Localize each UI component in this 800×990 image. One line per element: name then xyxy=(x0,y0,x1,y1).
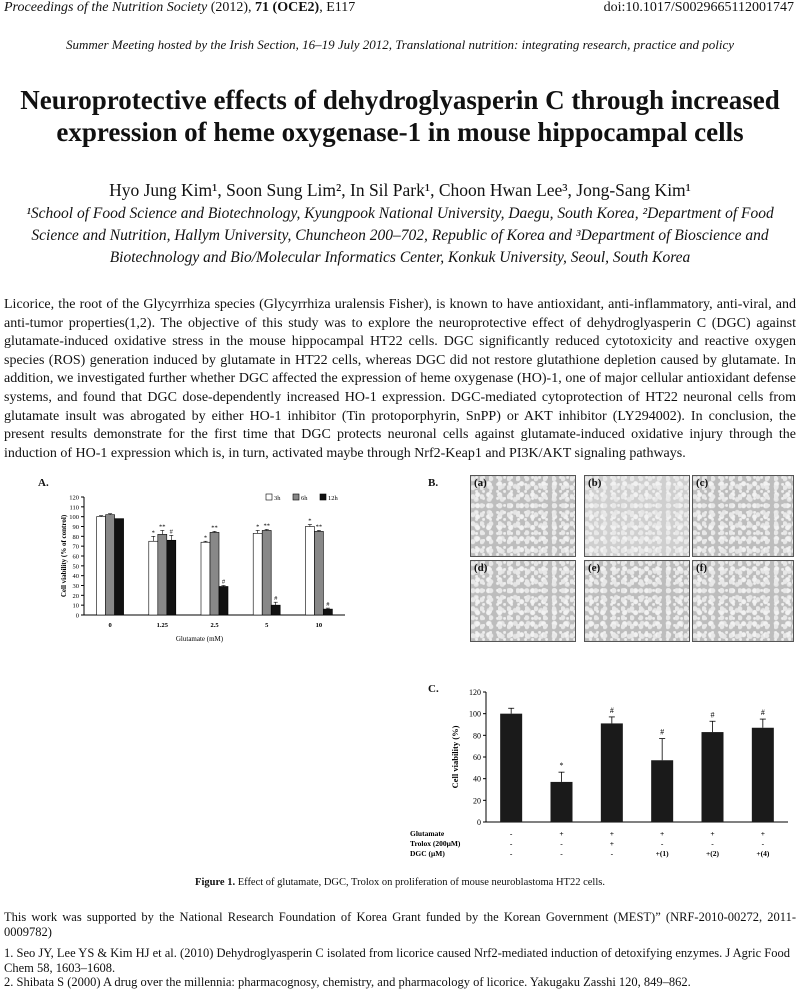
chart-a xyxy=(60,485,360,645)
bar xyxy=(271,605,280,615)
significance-mark: # xyxy=(609,705,614,715)
significance-mark: # xyxy=(221,578,226,586)
journal-issue: (OCE2) xyxy=(272,0,320,15)
bar xyxy=(219,586,228,615)
panel-c-label: C. xyxy=(428,683,439,695)
chart-c xyxy=(410,686,790,864)
bar xyxy=(158,534,167,615)
bar xyxy=(149,541,158,615)
y-tick-label: 20 xyxy=(473,796,481,806)
panel-a-label: A. xyxy=(38,477,49,489)
y-tick-label: 40 xyxy=(473,774,481,784)
condition-value: - xyxy=(509,849,513,858)
y-tick-label: 40 xyxy=(72,573,79,581)
caption-text: Effect of glutamate, DGC, Trolox on proliferation of mouse neuroblastoma HT22 cells. xyxy=(237,877,605,888)
micrograph-panel xyxy=(584,560,690,642)
bar xyxy=(752,728,774,822)
y-axis-label: Cell viability (% of control) xyxy=(60,514,68,598)
bar xyxy=(106,515,115,615)
micrograph-panel xyxy=(470,560,576,642)
significance-mark: * xyxy=(203,534,208,542)
caption-label: Figure 1. xyxy=(195,877,236,888)
significance-mark: # xyxy=(710,710,715,720)
significance-mark: # xyxy=(760,708,765,718)
bar xyxy=(167,540,176,615)
journal-page: , E117 xyxy=(319,0,356,15)
y-tick-label: 100 xyxy=(469,709,481,719)
y-tick-label: 80 xyxy=(473,731,481,741)
bar xyxy=(201,542,210,615)
condition-value: +(4) xyxy=(756,849,770,858)
micrograph-label: (f) xyxy=(696,562,707,574)
condition-value: +(1) xyxy=(655,849,669,858)
significance-mark: * xyxy=(256,523,260,531)
x-tick-label: 1.25 xyxy=(156,622,168,629)
y-tick-label: 80 xyxy=(72,533,79,541)
condition-label: DGC (μM) xyxy=(410,849,445,858)
significance-mark: # xyxy=(660,727,665,737)
abstract: Licorice, the root of the Glycyrrhiza species (Glycyrrhiza uralensis Fisher), is known to have antioxidant, anti-inflammatory, anti-viral, and anti-tumor properties(1,2). The objective of this study was to explore the neuroprotective effect of dehydroglyasperin C (DGC) against glutamate-induced oxidative stress in the mouse hippocampal HT22 cells. DGC significantly reduced cytotoxicity and reactive oxygen species (ROS) generation induced by glutamate in HT22 cells, whereas DGC did not restore glutathione depletion caused by glutamate. In addition, we investigated further whether DGC affected the expression of heme oxygenase (HO)-1, one of major cellular antioxidant defense systems, and found that DGC dose-dependently increased HO-1 expression. DGC-mediated cytoprotection of HT22 neuronal cells from glutamate insult was abrogated by either HO-1 inhibitor (Tin protoporphyrin, SnPP) or AKT inhibitor (LY294002). In conclusion, the present results demonstrate for the first time that DGC protects neuronal cells against glutamate-induced oxidative injury through the induction of HO-1 expression which is, in turn, activated maybe through Nrf2-Keap1 and PI3K/AKT signaling pathways. xyxy=(4,297,796,461)
condition-value: - xyxy=(509,839,513,848)
condition-value: - xyxy=(660,839,664,848)
y-tick-label: 100 xyxy=(69,514,79,522)
figure-caption xyxy=(0,877,800,888)
legend-swatch xyxy=(293,494,299,500)
paper-title: Neuroprotective effects of dehydroglyasperin C through increased expression of heme oxygenase-1 in mouse hippocampal cells xyxy=(20,85,780,147)
micrograph-panel xyxy=(692,560,794,642)
micrograph-panel xyxy=(470,475,576,557)
condition-value: + xyxy=(559,829,564,838)
doi: doi:10.1017/S0029665112001747 xyxy=(603,0,794,15)
x-axis-label: Glutamate (mM) xyxy=(175,635,224,643)
x-tick-label: 2.5 xyxy=(210,622,219,629)
x-tick-label: 5 xyxy=(265,622,269,629)
legend-label: 12h xyxy=(328,495,338,502)
condition-value: - xyxy=(560,849,563,858)
condition-value: + xyxy=(609,829,614,838)
y-tick-label: 110 xyxy=(69,504,79,512)
x-tick-label: 0 xyxy=(108,622,112,629)
y-tick-label: 10 xyxy=(72,602,79,610)
bar xyxy=(262,530,271,615)
legend-swatch xyxy=(266,494,272,500)
condition-label: Trolox (200μM) xyxy=(410,839,461,848)
legend-label: 6h xyxy=(301,495,308,502)
references xyxy=(4,946,796,990)
micrograph-label: (d) xyxy=(474,562,488,574)
significance-mark: ** xyxy=(315,523,323,531)
bar xyxy=(601,723,623,822)
y-axis-label: Cell viability (%) xyxy=(450,725,460,789)
y-tick-label: 50 xyxy=(72,563,79,571)
y-tick-label: 120 xyxy=(69,494,79,502)
condition-value: - xyxy=(610,849,614,858)
y-tick-label: 30 xyxy=(72,583,79,590)
y-tick-label: 60 xyxy=(473,753,481,762)
condition-value: - xyxy=(761,839,765,848)
journal-name: Proceedings of the Nutrition Society xyxy=(4,0,208,15)
y-tick-label: 60 xyxy=(72,553,79,561)
micrograph-label: (a) xyxy=(474,477,487,489)
journal-year: (2012), xyxy=(210,0,252,15)
bar xyxy=(651,760,673,822)
micrograph-label: (b) xyxy=(588,477,602,489)
bar xyxy=(323,609,332,615)
legend-swatch xyxy=(320,494,326,500)
condition-value: - xyxy=(711,839,714,848)
bar xyxy=(210,532,219,615)
bar xyxy=(115,519,124,615)
micrograph-label: (c) xyxy=(696,477,709,489)
y-tick-label: 0 xyxy=(75,612,79,620)
reference-item: 1. Seo JY, Lee YS & Kim HJ et al. (2010) Dehydroglyasperin C isolated from licorice caused Nrf2-mediated induction of detoxifying enzymes. J Agric Food Chem 58, 1603–1608. xyxy=(4,946,790,975)
condition-value: +(2) xyxy=(705,849,720,858)
bar xyxy=(702,732,724,822)
significance-mark: ** xyxy=(159,523,166,531)
micrograph-image xyxy=(693,561,793,641)
affiliations: ¹School of Food Science and Biotechnology, Kyungpook National University, Daegu, South Korea, ²Department of Food Science and Nutrition, Hallym University, Chuncheon 200–702, Republic of Korea and ³Department of Bioscience and Biotechnology and Bio/Molecular Informatics Center, Konkuk University, Seoul, South Korea xyxy=(26,205,774,266)
bar xyxy=(551,782,573,822)
condition-label: Glutamate xyxy=(410,829,445,838)
authors: Hyo Jung Kim¹, Soon Sung Lim², In Sil Park¹, Choon Hwan Lee³, Jong-Sang Kim¹ xyxy=(109,180,691,200)
y-tick-label: 120 xyxy=(469,688,481,697)
y-tick-label: 90 xyxy=(72,524,79,531)
journal-volume: 71 xyxy=(255,0,270,15)
funding-statement: This work was supported by the National Research Foundation of Korea Grant funded by the Korean Government (MEST)” (NRF-2010-00272, 2011-0009782) xyxy=(4,910,796,939)
micrograph-image xyxy=(585,561,689,641)
condition-value: + xyxy=(609,839,614,848)
x-tick-label: 10 xyxy=(315,622,323,629)
condition-value: - xyxy=(509,829,513,838)
journal-header xyxy=(4,0,355,16)
significance-mark: * xyxy=(559,761,564,771)
bar xyxy=(500,714,522,822)
condition-value: + xyxy=(710,829,715,838)
condition-value: + xyxy=(760,829,765,838)
condition-value: - xyxy=(560,839,563,848)
micrograph-label: (e) xyxy=(588,562,601,574)
legend-label: 3h xyxy=(274,495,281,502)
panel-b-label: B. xyxy=(428,477,439,489)
meeting-line: Summer Meeting hosted by the Irish Section, 16–19 July 2012, Translational nutrition: integrating research, practice and policy xyxy=(65,37,735,52)
significance-mark: ** xyxy=(211,524,218,532)
significance-mark: # xyxy=(274,595,278,603)
significance-mark: # xyxy=(169,528,173,536)
reference-item: 2. Shibata S (2000) A drug over the millennia: pharmacognosy, chemistry, and pharmacology of licorice. Yakugaku Zasshi 120, 849–862. xyxy=(4,975,691,989)
significance-mark: ** xyxy=(263,522,270,530)
y-tick-label: 20 xyxy=(72,592,79,600)
bar xyxy=(97,517,106,615)
micrograph-panel xyxy=(692,475,794,557)
condition-value: + xyxy=(660,829,665,838)
micrograph-panel xyxy=(584,475,690,557)
y-tick-label: 0 xyxy=(477,818,481,827)
bar xyxy=(314,531,323,615)
bar xyxy=(253,533,262,615)
significance-mark: # xyxy=(326,601,330,609)
y-tick-label: 70 xyxy=(72,543,79,551)
significance-mark: * xyxy=(151,529,155,537)
bar xyxy=(305,527,314,616)
significance-mark: * xyxy=(308,517,312,525)
